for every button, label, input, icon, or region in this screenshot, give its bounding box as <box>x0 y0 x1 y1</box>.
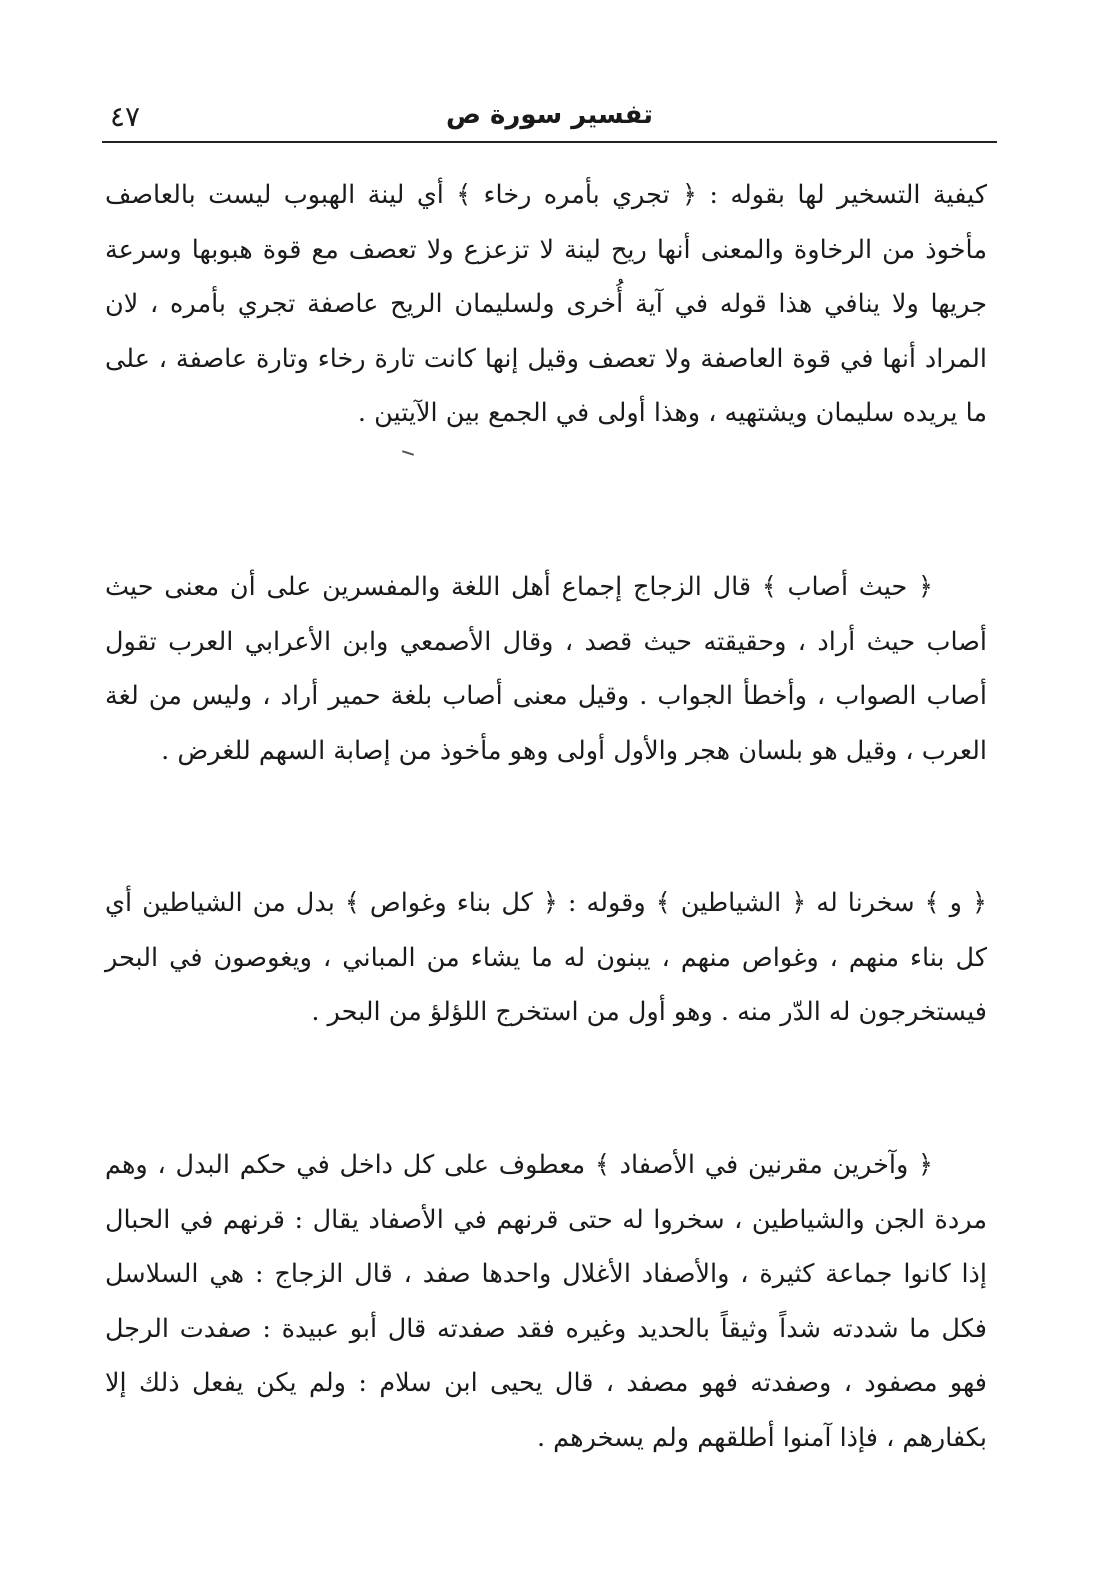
stray-ink-mark <box>402 450 414 456</box>
page-header <box>102 96 997 136</box>
page-number: ٤٧ <box>110 100 141 133</box>
header-rule <box>102 141 997 143</box>
paragraph: ﴿ وآخرين مقرنين في الأصفاد ﴾ معطوف على كل داخل في حكم البدل ، وهم مردة الجن والشياطين ، سخروا له حتى قرنهم في الأصفاد يقال : قرنهم في الحبال إذا كانوا جماعة كثيرة ، والأصفاد الأغلال واحدها صفد ، قال الزجاج : هي السلاسل فكل ما شددته شداً وثيقاً بالحديد وغيره فقد صفدته قال أبو عبيدة : صفدت الرجل فهو مصفود ، وصفدته فهو مصفد ، قال يحيى ابن سلام : ولم يكن يفعل ذلك إلا بكفارهم ، فإذا آمنوا أطلقهم ولم يسخرهم . <box>105 1150 987 1453</box>
paragraph-2-block <box>105 560 987 778</box>
paragraph: كيفية التسخير لها بقوله : ﴿ تجري بأمره رخاء ﴾ أي لينة الهبوب ليست بالعاصف مأخوذ من الرخاوة والمعنى أنها ريح لينة لا تزعزع ولا تعصف مع قوة هبوبها وسرعة جريها ولا ينافي هذا قوله في آية أُخرى ولسليمان الريح عاصفة تجري بأمره ، لان المراد أنها في قوة العاصفة ولا تعصف وقيل إنها كانت تارة رخاء وتارة عاصفة ، على ما يريده سليمان ويشتهيه ، وهذا أولى في الجمع بين الآيتين . <box>105 180 987 429</box>
paragraph-1-block <box>105 168 987 441</box>
paragraph: ﴿ و ﴾ سخرنا له ﴿ الشياطين ﴾ وقوله : ﴿ كل بناء وغواص ﴾ بدل من الشياطين أي كل بناء منهم ، وغواص منهم ، يبنون له ما يشاء من المباني ، ويغوصون في البحر فيستخرجون له الدّر منه . وهو أول من استخرج اللؤلؤ من البحر . <box>105 888 987 1028</box>
running-title: تفسير سورة ص <box>446 100 653 130</box>
paragraph-4-block <box>105 1138 987 1466</box>
paragraph-3-block <box>105 876 987 1040</box>
paragraph: ﴿ حيث أصاب ﴾ قال الزجاج إجماع أهل اللغة والمفسرين على أن معنى حيث أصاب حيث أراد ، وحقيقته حيث قصد ، وقال الأصمعي وابن الأعرابي العرب تقول أصاب الصواب ، وأخطأ الجواب . وقيل معنى أصاب بلغة حمير أراد ، وليس من لغة العرب ، وقيل هو بلسان هجر والأول أولى وهو مأخوذ من إصابة السهم للغرض . <box>105 572 987 766</box>
